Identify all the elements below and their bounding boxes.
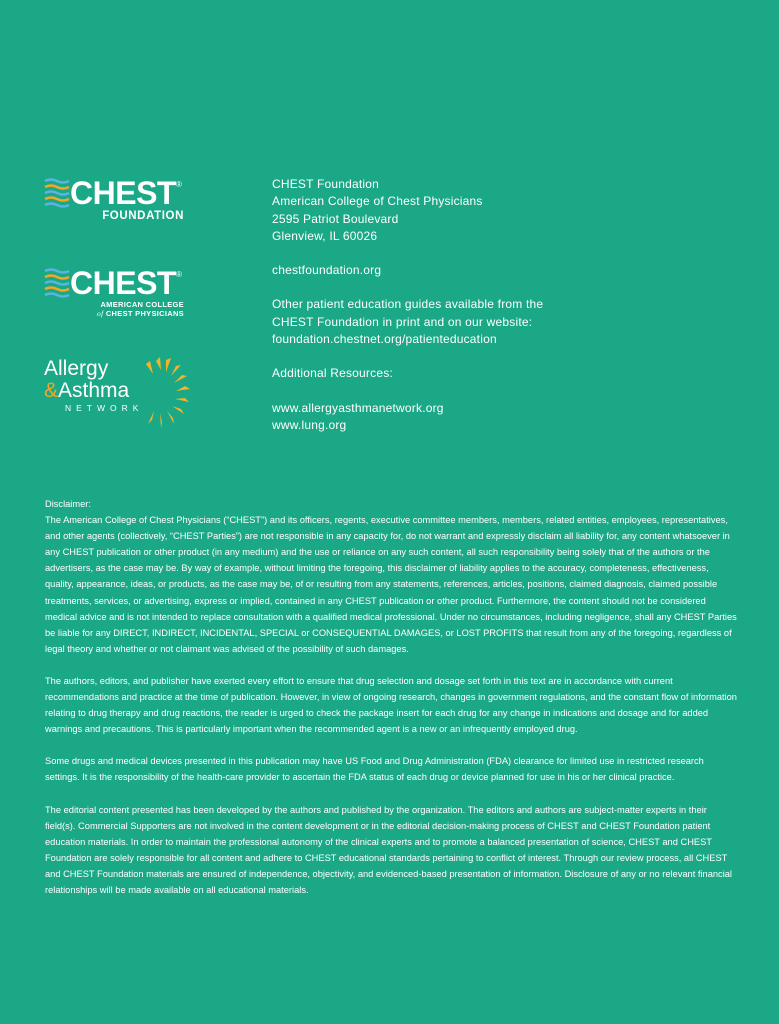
- chest-wave-icon: [44, 268, 70, 298]
- disclaimer-section: [45, 496, 737, 914]
- foundation-subtitle: FOUNDATION: [102, 210, 184, 222]
- college-subtitle: [44, 300, 184, 318]
- aan-asthma-line: [44, 380, 143, 402]
- city-address: Glenview, IL 60026: [272, 228, 378, 243]
- college-name: American College of Chest Physicians: [272, 194, 483, 209]
- disclaimer-paragraph-drugs: The authors, editors, and publisher have exerted every effort to ensure that drug selection and dosage set forth in this text are in accordance with current recommendations and practice at the time of publication. However, in view of ongoing research, changes in government regulations, and the constant flow of information relating to drug therapy and drug reactions, the reader is urged to check the package insert for each drug for any change in indications and dosage and for added warnings and precautions. This is particularly important when the recommended agent is a new or an infrequently employed drug.: [45, 675, 737, 735]
- guides-url-link[interactable]: foundation.chestnet.org/patienteducation: [272, 332, 497, 347]
- sun-icon: [136, 356, 192, 442]
- resource-link-allergy[interactable]: www.allergyasthmanetwork.org: [272, 400, 444, 415]
- resource-link-lung[interactable]: www.lung.org: [272, 417, 347, 432]
- org-name: CHEST Foundation: [272, 177, 380, 191]
- college-subtitle-physicians: CHEST PHYSICIANS: [105, 309, 184, 318]
- disclaimer-heading: Disclaimer:: [45, 499, 91, 509]
- aan-wordmark: [44, 358, 143, 414]
- street-address: 2595 Patriot Boulevard: [272, 211, 399, 226]
- contact-block: [272, 176, 672, 434]
- chest-wave-icon: [44, 178, 70, 208]
- guides-text-line1: Other patient education guides available from the: [272, 297, 544, 312]
- website-link[interactable]: chestfoundation.org: [272, 263, 382, 278]
- college-subtitle-of: of: [97, 309, 104, 318]
- aan-network: NETWORK: [65, 403, 144, 413]
- allergy-asthma-network-logo: [44, 356, 194, 442]
- chest-word: CHEST: [70, 265, 176, 301]
- chest-wordmark: [44, 265, 194, 301]
- guides-text-line2: CHEST Foundation in print and on our website:: [272, 314, 533, 329]
- registered-mark: ®: [175, 180, 182, 189]
- aan-asthma: Asthma: [58, 379, 130, 402]
- college-subtitle-line1: AMERICAN COLLEGE: [100, 300, 184, 309]
- chest-foundation-logo: [44, 175, 194, 223]
- aan-allergy: Allergy: [44, 357, 109, 380]
- college-subtitle-line2: [44, 309, 184, 318]
- aan-ampersand: &: [44, 379, 59, 402]
- additional-resources-label: Additional Resources:: [272, 366, 393, 381]
- disclaimer-paragraph-fda: Some drugs and medical devices presented in this publication may have US Food and Drug Administration (FDA) clearance for limited use in restricted research settings. It is the responsibility of the health-care provider to ascertain the FDA status of each drug or device planned for use in his or her clinical practice.: [45, 756, 704, 783]
- chest-wordmark: [44, 175, 194, 211]
- registered-mark: ®: [175, 270, 182, 279]
- chest-college-logo: [44, 265, 194, 318]
- chest-word: CHEST: [70, 175, 176, 211]
- disclaimer-paragraph-editorial: The editorial content presented has been developed by the authors and published by the organization. The editors and authors are subject-matter experts in their field(s). Commercial Supporters are not involved in the content development or in the editorial decision-making process of CHEST and CHEST Foundation patient education materials. In order to maintain the professional autonomy of the clinical experts and to promote a balanced presentation of science, CHEST and CHEST Foundation are solely responsible for all content and adhere to CHEST educational standards pertaining to conflict of interest. Through our review process, all CHEST and CHEST Foundation materials are ensured of independence, objectivity, and evidenced-based presentation of information. Disclosure of any or no relevant financial relationships will be made available on all educational materials.: [45, 804, 732, 895]
- disclaimer-paragraph-liability: The American College of Chest Physicians (“CHEST”) and its officers, regents, executive committee members, members, related entities, employees, representatives, and other agents (collectively, “CHEST Parties”) are not responsible in any capacity for, do not warrant and expressly disclaim all liability for, any content whatsoever in any CHEST publication or other product (in any medium) and the use or reliance on any such content, all such responsibility being solely that of the authors or the advertisers, as the case may be. By way of example, without limiting the foregoing, this disclaimer of liability applies to the accuracy, completeness, effectiveness, quality, appearance, ideas, or products, as the case may be, of or resulting from any statements, references, articles, positions, claimed diagnosis, claimed possible treatments, services, or advertising, express or implied, contained in any CHEST publication or other product. Furthermore, the content should not be considered medical advice and is not intended to replace consultation with a qualified medical professional. Under no circumstances, including negligence, shall any CHEST Parties be liable for any DIRECT, INDIRECT, INCIDENTAL, SPECIAL or CONSEQUENTIAL DAMAGES, or LOST PROFITS that result from any of the foregoing, regardless of legal theory and whether or not claimant was advised of the possibility of such damages.: [45, 515, 737, 654]
